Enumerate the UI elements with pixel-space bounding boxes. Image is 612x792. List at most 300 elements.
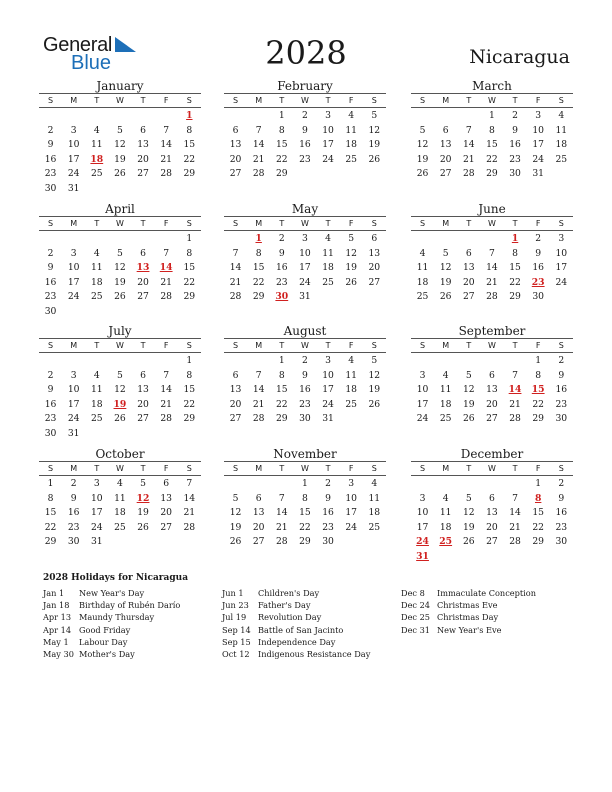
day-cell <box>480 354 503 369</box>
day-cell: 10 <box>322 369 334 381</box>
weekday-label: M <box>442 96 450 105</box>
weekday-label: W <box>300 341 309 350</box>
day-cell: 2 <box>325 478 331 489</box>
day-cell: 14 <box>462 139 475 150</box>
month-december <box>411 447 573 564</box>
day-cell: 8 <box>255 247 262 259</box>
day-cell: 27 <box>229 413 242 424</box>
day-cell: 20 <box>252 521 265 533</box>
day-cell <box>178 305 201 320</box>
day-cell: 5 <box>117 369 123 381</box>
day-cell: 25 <box>368 521 381 533</box>
day-cell <box>108 535 131 550</box>
day-cell <box>178 427 201 442</box>
week-row <box>411 506 573 521</box>
weekday-header <box>224 216 386 231</box>
day-cell: 22 <box>252 276 265 288</box>
day-cell: 9 <box>558 369 565 381</box>
month-february <box>224 79 386 182</box>
weekday-label: S <box>420 464 426 473</box>
week-row <box>224 412 386 427</box>
weekday-label: S <box>371 96 377 105</box>
week-row <box>39 153 201 168</box>
week-row <box>224 506 386 521</box>
day-cell: 11 <box>345 124 358 136</box>
week-row <box>224 492 386 507</box>
day-cell <box>270 477 293 492</box>
weekday-label: F <box>348 219 354 228</box>
day-cell <box>411 477 434 492</box>
week-row <box>411 412 573 427</box>
weekday-label: T <box>94 219 100 228</box>
day-cell: 7 <box>512 492 518 504</box>
day-cell: 23 <box>299 153 311 165</box>
week-row <box>411 138 573 153</box>
day-cell: 16 <box>322 507 334 518</box>
day-cell: 6 <box>489 492 495 504</box>
day-cell: 18 <box>345 139 358 150</box>
day-cell: 5 <box>442 247 449 259</box>
day-cell: 1 <box>278 110 285 121</box>
week-row <box>39 182 201 197</box>
week-row <box>411 153 573 168</box>
day-cell: 9 <box>302 124 308 136</box>
day-cell: 21 <box>252 153 265 165</box>
holiday-date: Oct 12 <box>222 648 250 659</box>
holiday-day-cell: 8 <box>534 492 542 504</box>
month-name: April <box>105 202 135 216</box>
day-cell: 5 <box>465 369 472 381</box>
holiday-row <box>43 648 180 660</box>
day-cell <box>85 182 108 197</box>
month-october <box>39 447 201 550</box>
holiday-name: Revolution Day <box>258 612 322 623</box>
weekday-label: M <box>255 96 263 105</box>
day-cell: 27 <box>137 413 149 424</box>
day-cell <box>504 354 527 369</box>
day-cell: 10 <box>67 139 80 150</box>
holiday-column <box>222 587 370 660</box>
day-cell: 19 <box>345 262 358 273</box>
day-cell: 22 <box>183 276 196 288</box>
day-cell: 2 <box>535 233 542 244</box>
day-cell: 13 <box>137 384 149 395</box>
day-cell: 12 <box>462 507 475 518</box>
holiday-row <box>401 599 536 611</box>
holiday-row <box>43 599 180 611</box>
day-cell: 25 <box>555 153 568 165</box>
day-cell: 27 <box>486 536 498 547</box>
day-cell: 4 <box>442 492 449 504</box>
day-cell <box>504 477 527 492</box>
day-cell <box>504 550 527 565</box>
day-cell: 10 <box>299 247 311 259</box>
day-cell: 17 <box>322 384 334 395</box>
weekday-label: S <box>233 96 239 105</box>
weekday-label: W <box>300 464 309 473</box>
day-cell: 23 <box>555 398 568 410</box>
day-cell: 30 <box>509 168 521 179</box>
weekday-label: M <box>442 464 450 473</box>
day-cell: 2 <box>302 110 308 121</box>
day-cell: 12 <box>368 124 381 136</box>
holiday-day-cell: 31 <box>416 550 429 562</box>
weekday-header <box>39 461 201 476</box>
day-cell: 12 <box>114 139 126 150</box>
day-cell: 19 <box>368 139 381 150</box>
day-cell: 28 <box>275 536 288 547</box>
day-cell: 26 <box>345 276 358 288</box>
holiday-date: Dec 24 <box>401 600 431 611</box>
day-cell: 26 <box>137 521 149 533</box>
month-name: January <box>96 79 144 93</box>
day-cell <box>457 232 480 247</box>
day-cell: 31 <box>67 182 80 194</box>
day-cell: 14 <box>160 139 173 150</box>
holiday-row <box>222 587 370 599</box>
week-row <box>224 535 386 550</box>
day-cell: 3 <box>348 478 355 489</box>
day-cell: 31 <box>67 427 80 439</box>
day-cell: 29 <box>532 413 545 424</box>
day-cell: 8 <box>186 247 193 259</box>
day-cell: 12 <box>114 262 126 273</box>
day-cell <box>85 232 108 247</box>
day-cell <box>340 412 363 427</box>
day-cell: 4 <box>442 369 449 381</box>
month-april <box>39 202 201 319</box>
day-cell: 11 <box>345 369 358 381</box>
week-row <box>39 521 201 536</box>
day-cell: 15 <box>532 507 545 518</box>
holiday-day-cell: 15 <box>531 384 545 395</box>
day-cell: 5 <box>117 124 123 136</box>
day-cell: 30 <box>44 305 57 317</box>
day-cell: 13 <box>368 247 381 259</box>
day-cell: 6 <box>442 124 449 136</box>
day-cell: 5 <box>465 492 472 504</box>
day-cell: 31 <box>299 291 311 302</box>
day-cell: 19 <box>137 507 149 518</box>
day-cell: 11 <box>90 139 103 150</box>
day-cell: 28 <box>160 291 173 302</box>
day-cell: 9 <box>558 492 565 504</box>
month-name: August <box>283 324 327 338</box>
day-cell: 11 <box>439 507 452 518</box>
day-cell: 15 <box>299 507 311 518</box>
day-cell <box>434 477 457 492</box>
weekday-label: T <box>466 96 472 105</box>
week-row <box>39 138 201 153</box>
day-cell: 27 <box>137 168 149 179</box>
day-cell: 4 <box>93 369 100 381</box>
day-cell: 23 <box>275 276 288 288</box>
day-cell: 2 <box>558 478 565 489</box>
day-cell: 17 <box>532 139 545 150</box>
holiday-day-cell: 1 <box>511 233 519 244</box>
holiday-row <box>401 611 536 623</box>
day-cell: 14 <box>229 262 242 273</box>
day-cell: 18 <box>416 276 429 288</box>
day-cell: 1 <box>186 233 193 244</box>
weekday-label: T <box>140 219 146 228</box>
week-row <box>411 550 573 565</box>
day-cell: 25 <box>322 276 334 288</box>
day-cell <box>247 109 270 124</box>
day-cell: 25 <box>90 413 103 424</box>
weekday-label: W <box>300 96 309 105</box>
day-cell: 30 <box>44 427 57 439</box>
day-cell: 27 <box>486 413 498 424</box>
weekday-label: F <box>348 341 354 350</box>
day-cell: 16 <box>509 139 521 150</box>
weekday-label: S <box>371 219 377 228</box>
day-cell: 4 <box>558 110 565 121</box>
day-cell <box>155 305 178 320</box>
week-row <box>411 354 573 369</box>
day-cell <box>132 427 155 442</box>
day-cell: 20 <box>368 262 381 273</box>
day-cell: 22 <box>532 398 545 410</box>
day-cell: 7 <box>512 369 518 381</box>
day-cell: 10 <box>67 262 80 273</box>
day-cell: 17 <box>299 262 311 273</box>
holiday-date: Sep 15 <box>222 636 251 647</box>
weekday-label: T <box>279 96 285 105</box>
day-cell: 19 <box>462 521 475 533</box>
day-cell <box>363 290 386 305</box>
day-cell: 7 <box>232 247 239 259</box>
day-cell: 5 <box>348 233 355 244</box>
day-cell <box>434 550 457 565</box>
weekday-label: F <box>535 96 541 105</box>
day-cell <box>527 550 550 565</box>
day-cell: 14 <box>160 384 173 395</box>
day-cell: 4 <box>117 478 123 489</box>
day-cell: 20 <box>486 398 498 410</box>
weekday-label: F <box>535 464 541 473</box>
holiday-name: Battle of San Jacinto <box>258 624 344 635</box>
day-cell: 28 <box>183 521 196 533</box>
day-cell: 10 <box>416 507 429 518</box>
week-row <box>39 290 201 305</box>
day-cell: 25 <box>439 413 452 424</box>
weekday-label: T <box>94 464 100 473</box>
day-cell: 24 <box>555 276 568 288</box>
day-cell: 7 <box>163 369 170 381</box>
day-cell <box>39 109 62 124</box>
day-cell <box>108 109 131 124</box>
day-cell: 9 <box>302 369 308 381</box>
country-name: Nicaragua <box>469 46 570 68</box>
day-cell: 4 <box>419 247 426 259</box>
weekday-label: S <box>186 464 192 473</box>
month-august <box>224 324 386 427</box>
weekday-label: F <box>535 219 541 228</box>
day-cell: 29 <box>275 413 288 424</box>
day-cell: 29 <box>44 536 57 547</box>
day-cell: 21 <box>160 153 173 165</box>
day-cell: 6 <box>489 369 495 381</box>
weekday-label: M <box>255 464 263 473</box>
holiday-day-cell: 1 <box>186 110 193 121</box>
day-cell <box>293 167 316 182</box>
week-row <box>411 276 573 291</box>
weekday-label: S <box>48 464 54 473</box>
day-cell <box>85 109 108 124</box>
weekday-label: T <box>94 341 100 350</box>
day-cell: 10 <box>67 384 80 395</box>
day-cell: 28 <box>252 168 265 179</box>
holiday-column <box>401 587 536 636</box>
day-cell <box>224 354 247 369</box>
day-cell: 5 <box>371 355 378 366</box>
day-cell: 2 <box>278 233 285 244</box>
holiday-name: Children's Day <box>258 588 320 598</box>
day-cell: 16 <box>555 384 568 395</box>
day-cell: 10 <box>532 124 545 136</box>
day-cell: 8 <box>535 369 542 381</box>
day-cell: 18 <box>439 521 452 533</box>
day-cell: 15 <box>183 384 196 395</box>
weekday-label: S <box>420 96 426 105</box>
day-cell: 2 <box>302 355 308 366</box>
day-cell <box>550 550 573 565</box>
day-cell: 10 <box>555 247 568 259</box>
week-row <box>224 354 386 369</box>
day-cell <box>457 354 480 369</box>
week-row <box>39 247 201 262</box>
day-cell: 15 <box>183 139 196 150</box>
day-cell: 11 <box>90 262 103 273</box>
holiday-day-cell: 19 <box>113 398 127 410</box>
week-row <box>39 383 201 398</box>
weekday-label: S <box>186 219 192 228</box>
day-cell: 27 <box>137 291 149 302</box>
day-cell: 9 <box>278 247 285 259</box>
day-cell: 5 <box>140 478 146 489</box>
day-cell: 8 <box>47 492 54 504</box>
day-cell: 2 <box>47 247 54 259</box>
week-row <box>411 369 573 384</box>
logo-text-general: General <box>43 34 113 56</box>
day-cell: 30 <box>322 536 334 547</box>
day-cell: 21 <box>183 507 196 518</box>
week-row <box>411 521 573 536</box>
weekday-header <box>411 216 573 231</box>
weekday-label: W <box>300 219 309 228</box>
day-cell: 24 <box>322 153 334 165</box>
day-cell: 6 <box>465 247 472 259</box>
holiday-name: Mother's Day <box>79 648 135 659</box>
month-name: February <box>277 79 333 93</box>
week-row <box>224 290 386 305</box>
weekday-label: M <box>70 464 78 473</box>
weekday-label: T <box>140 96 146 105</box>
month-name: October <box>95 447 145 461</box>
day-cell <box>155 535 178 550</box>
weekday-label: M <box>442 219 450 228</box>
day-cell: 8 <box>512 247 518 259</box>
day-cell <box>132 232 155 247</box>
weekday-label: W <box>115 219 124 228</box>
day-cell: 26 <box>114 168 126 179</box>
holiday-name: New Year's Day <box>79 588 145 598</box>
day-cell <box>550 290 573 305</box>
weekday-label: S <box>371 341 377 350</box>
holiday-day-cell: 14 <box>159 262 173 273</box>
month-may <box>224 202 386 305</box>
weekday-header <box>39 338 201 353</box>
day-cell: 12 <box>439 262 452 273</box>
day-cell: 26 <box>368 398 381 410</box>
day-cell: 13 <box>160 492 173 504</box>
day-cell: 10 <box>90 492 103 504</box>
holiday-date: Jan 18 <box>43 600 70 611</box>
day-cell: 1 <box>302 478 308 489</box>
week-row <box>411 535 573 550</box>
holiday-day-cell: 1 <box>255 233 262 244</box>
day-cell: 19 <box>416 153 429 165</box>
holiday-date: Jan 1 <box>43 588 65 598</box>
day-cell: 3 <box>325 355 331 366</box>
week-row <box>224 261 386 276</box>
day-cell: 7 <box>489 247 495 259</box>
day-cell: 4 <box>371 478 378 489</box>
day-cell <box>108 305 131 320</box>
day-cell <box>85 427 108 442</box>
day-cell: 18 <box>345 384 358 395</box>
day-cell: 26 <box>439 291 452 302</box>
day-cell: 30 <box>555 536 568 547</box>
day-cell: 9 <box>535 247 542 259</box>
day-cell: 6 <box>371 233 378 244</box>
week-row <box>39 261 201 276</box>
holiday-day-cell: 13 <box>136 262 150 273</box>
weekday-label: F <box>163 341 169 350</box>
day-cell: 23 <box>509 153 521 165</box>
day-cell: 28 <box>252 413 265 424</box>
month-name: July <box>108 324 132 338</box>
day-cell: 21 <box>486 276 498 288</box>
month-name: March <box>472 79 512 93</box>
week-row <box>39 369 201 384</box>
day-cell <box>224 109 247 124</box>
day-cell: 15 <box>275 384 288 395</box>
holiday-date: Dec 8 <box>401 588 425 598</box>
day-cell <box>108 427 131 442</box>
day-cell: 29 <box>183 291 196 302</box>
day-cell: 25 <box>345 153 358 165</box>
day-cell: 26 <box>368 153 381 165</box>
weekday-label: T <box>279 464 285 473</box>
holiday-name: Immaculate Conception <box>437 588 536 598</box>
day-cell: 29 <box>299 536 311 547</box>
day-cell <box>434 109 457 124</box>
day-cell: 27 <box>252 536 265 547</box>
holiday-name: Independence Day <box>258 636 336 647</box>
day-cell <box>155 182 178 197</box>
day-cell <box>550 167 573 182</box>
day-cell <box>411 232 434 247</box>
day-cell: 4 <box>348 355 355 366</box>
day-cell: 14 <box>275 507 288 518</box>
day-cell: 23 <box>44 413 57 424</box>
week-row <box>411 477 573 492</box>
month-name: June <box>478 202 506 216</box>
day-cell <box>340 535 363 550</box>
day-cell: 24 <box>322 398 334 410</box>
